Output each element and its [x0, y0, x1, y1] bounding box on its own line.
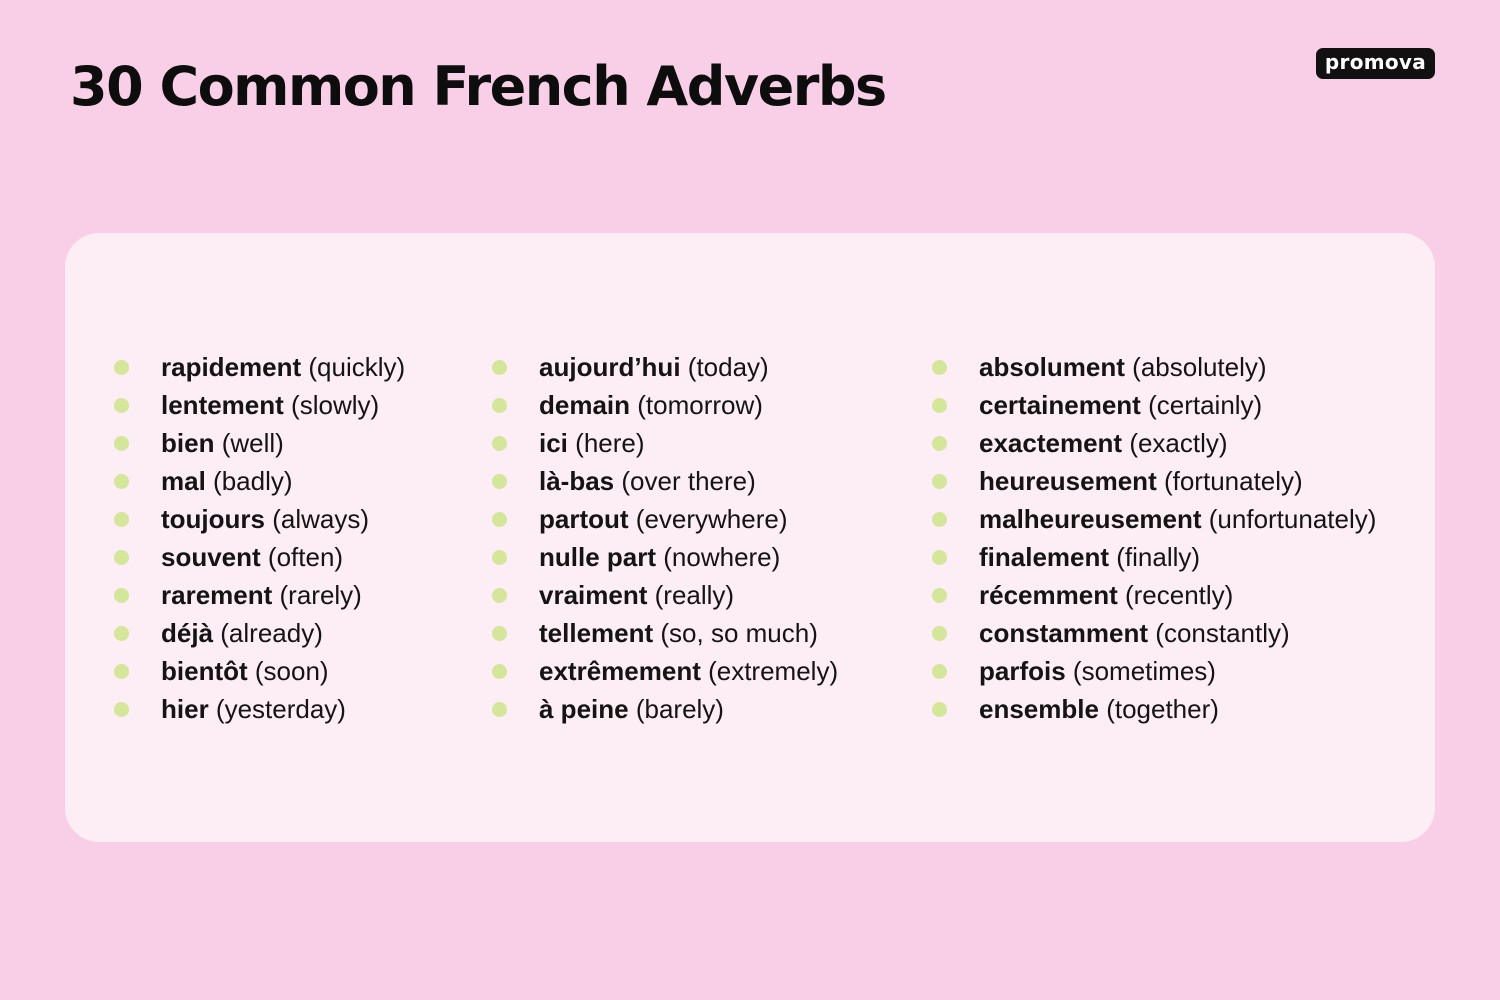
- bullet-dot-icon: [114, 360, 129, 375]
- bullet-dot-icon: [114, 474, 129, 489]
- french-adverb: tellement: [539, 618, 654, 648]
- english-translation: (badly): [213, 466, 293, 496]
- bullet-dot-icon: [114, 512, 129, 527]
- french-adverb: ici: [539, 428, 568, 458]
- english-translation: (barely): [635, 694, 724, 724]
- bullet-dot-icon: [492, 512, 507, 527]
- bullet-dot-icon: [492, 664, 507, 679]
- list-item: [930, 576, 1376, 614]
- english-translation: (soon): [254, 656, 329, 686]
- english-translation: (finally): [1116, 542, 1201, 572]
- bullet-dot-icon: [932, 474, 947, 489]
- list-item: [490, 348, 838, 386]
- french-adverb: heureusement: [979, 466, 1157, 496]
- french-adverb: vraiment: [539, 580, 648, 610]
- bullet-dot-icon: [492, 474, 507, 489]
- list-item: [930, 614, 1376, 652]
- bullet-dot-icon: [492, 398, 507, 413]
- list-item: [490, 386, 838, 424]
- bullet-dot-icon: [932, 512, 947, 527]
- english-translation: (together): [1106, 694, 1219, 724]
- english-translation: (so, so much): [660, 618, 818, 648]
- list-item: [112, 500, 405, 538]
- french-adverb: rapidement: [161, 352, 302, 382]
- adverb-column-1: [112, 348, 405, 728]
- list-item: [490, 424, 838, 462]
- list-item: [112, 538, 405, 576]
- list-item: [930, 386, 1376, 424]
- bullet-dot-icon: [932, 360, 947, 375]
- list-item: [490, 576, 838, 614]
- bullet-dot-icon: [492, 436, 507, 451]
- english-translation: (unfortunately): [1208, 504, 1377, 534]
- list-item: [490, 500, 838, 538]
- list-item: [112, 576, 405, 614]
- list-item: [490, 538, 838, 576]
- french-adverb: ensemble: [979, 694, 1099, 724]
- list-item: [930, 462, 1376, 500]
- french-adverb: absolument: [979, 352, 1125, 382]
- english-translation: (extremely): [708, 656, 839, 686]
- english-translation: (exactly): [1129, 428, 1228, 458]
- list-item: [112, 652, 405, 690]
- english-translation: (today): [687, 352, 769, 382]
- french-adverb: malheureusement: [979, 504, 1202, 534]
- french-adverb: certainement: [979, 390, 1141, 420]
- english-translation: (over there): [621, 466, 756, 496]
- list-item: [930, 538, 1376, 576]
- list-item: [930, 424, 1376, 462]
- french-adverb: bien: [161, 428, 215, 458]
- french-adverb: bientôt: [161, 656, 248, 686]
- french-adverb: parfois: [979, 656, 1066, 686]
- english-translation: (nowhere): [663, 542, 781, 572]
- french-adverb: hier: [161, 694, 209, 724]
- list-item: [112, 348, 405, 386]
- bullet-dot-icon: [932, 588, 947, 603]
- list-item: [112, 462, 405, 500]
- english-translation: (fortunately): [1163, 466, 1303, 496]
- english-translation: (already): [220, 618, 323, 648]
- english-translation: (rarely): [279, 580, 362, 610]
- english-translation: (absolutely): [1132, 352, 1267, 382]
- bullet-dot-icon: [932, 398, 947, 413]
- bullet-dot-icon: [114, 588, 129, 603]
- english-translation: (tomorrow): [637, 390, 763, 420]
- french-adverb: nulle part: [539, 542, 657, 572]
- french-adverb: lentement: [161, 390, 284, 420]
- bullet-dot-icon: [492, 550, 507, 565]
- adverb-column-3: [930, 348, 1376, 728]
- list-item: [930, 652, 1376, 690]
- french-adverb: là-bas: [539, 466, 615, 496]
- list-item: [490, 462, 838, 500]
- french-adverb: exactement: [979, 428, 1123, 458]
- french-adverb: à peine: [539, 694, 629, 724]
- french-adverb: rarement: [161, 580, 273, 610]
- list-item: [112, 424, 405, 462]
- english-translation: (sometimes): [1072, 656, 1216, 686]
- english-translation: (recently): [1124, 580, 1234, 610]
- bullet-dot-icon: [492, 702, 507, 717]
- english-translation: (quickly): [308, 352, 406, 382]
- french-adverb: constamment: [979, 618, 1149, 648]
- french-adverb: partout: [539, 504, 629, 534]
- english-translation: (constantly): [1155, 618, 1290, 648]
- page-title: 30 Common French Adverbs: [70, 55, 886, 118]
- bullet-dot-icon: [114, 398, 129, 413]
- list-item: [930, 348, 1376, 386]
- english-translation: (slowly): [291, 390, 380, 420]
- bullet-dot-icon: [932, 702, 947, 717]
- french-adverb: toujours: [161, 504, 265, 534]
- bullet-dot-icon: [492, 360, 507, 375]
- english-translation: (often): [267, 542, 344, 572]
- list-item: [490, 614, 838, 652]
- english-translation: (here): [575, 428, 645, 458]
- list-item: [112, 614, 405, 652]
- french-adverb: extrêmement: [539, 656, 701, 686]
- list-item: [930, 500, 1376, 538]
- promova-logo: promova: [1316, 48, 1435, 79]
- bullet-dot-icon: [932, 436, 947, 451]
- list-item: [112, 386, 405, 424]
- english-translation: (yesterday): [215, 694, 346, 724]
- french-adverb: mal: [161, 466, 206, 496]
- bullet-dot-icon: [492, 626, 507, 641]
- adverb-column-2: [490, 348, 838, 728]
- bullet-dot-icon: [114, 664, 129, 679]
- bullet-dot-icon: [932, 664, 947, 679]
- bullet-dot-icon: [932, 550, 947, 565]
- french-adverb: souvent: [161, 542, 261, 572]
- list-item: [112, 690, 405, 728]
- list-item: [930, 690, 1376, 728]
- bullet-dot-icon: [114, 626, 129, 641]
- bullet-dot-icon: [114, 436, 129, 451]
- english-translation: (everywhere): [635, 504, 788, 534]
- bullet-dot-icon: [492, 588, 507, 603]
- bullet-dot-icon: [932, 626, 947, 641]
- english-translation: (certainly): [1148, 390, 1263, 420]
- french-adverb: aujourd’hui: [539, 352, 681, 382]
- french-adverb: demain: [539, 390, 631, 420]
- english-translation: (well): [221, 428, 284, 458]
- french-adverb: récemment: [979, 580, 1118, 610]
- french-adverb: déjà: [161, 618, 214, 648]
- list-item: [490, 690, 838, 728]
- list-item: [490, 652, 838, 690]
- english-translation: (always): [272, 504, 370, 534]
- english-translation: (really): [654, 580, 735, 610]
- bullet-dot-icon: [114, 550, 129, 565]
- french-adverb: finalement: [979, 542, 1110, 572]
- bullet-dot-icon: [114, 702, 129, 717]
